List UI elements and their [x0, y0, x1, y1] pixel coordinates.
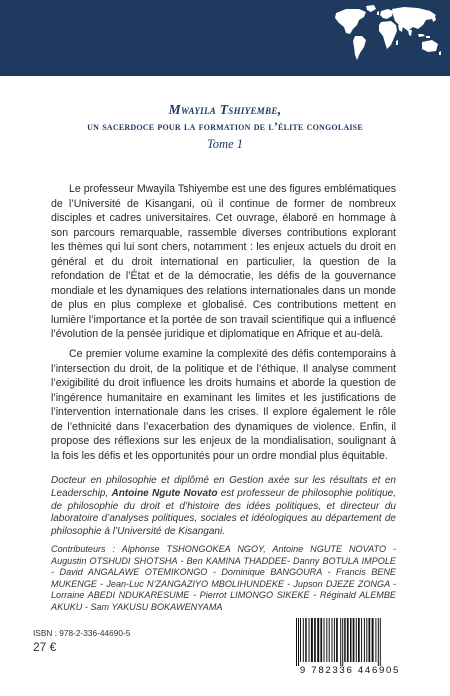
barcode-bar: [366, 618, 367, 662]
barcode-bar: [303, 618, 304, 662]
barcode-bar: [314, 618, 316, 662]
editor-bio-before: Docteur en philosophie et diplômé en Gestion axée sur les résultats et en Leaderschip,: [51, 475, 396, 499]
barcode-bar: [320, 618, 322, 662]
barcode-bar: [380, 618, 381, 666]
barcode-bar: [329, 618, 330, 662]
barcode-bar: [300, 618, 301, 662]
barcode-bar: [305, 618, 307, 662]
barcode-bars: [284, 616, 416, 666]
editor-name: Antoine Ngute Novato: [111, 487, 218, 499]
barcode-bar: [350, 618, 352, 662]
barcode-bar: [340, 618, 341, 666]
volume-label: Tome 1: [206, 137, 243, 151]
barcode-bar: [375, 618, 376, 662]
barcode-bar: [311, 618, 313, 662]
barcode-bar: [344, 618, 346, 662]
barcode-bar: [361, 618, 362, 662]
barcode-bar: [336, 618, 338, 662]
barcode-bar: [317, 618, 319, 662]
editor-bio: [51, 475, 396, 539]
barcode-bar: [342, 618, 343, 666]
barcode-bar: [353, 618, 355, 662]
price: 27 €: [33, 640, 57, 654]
barcode-bar: [324, 618, 325, 662]
title-block: [0, 101, 450, 153]
barcode-bar: [372, 618, 374, 662]
summary-paragraph-2: Ce premier volume examine la complexité des défis contemporains à l’intersection du droit, de la politique et de l’éthique. Il analyse comment l’exigibilité du droit influence les droits humains et aborde la question de l’ingérence humanitaire en examinant les limites et les justifications de l’intervention internationale dans les crises. Il explore également le rôle de l’ethnicité dans l’exacerbation des dynamiques de violence. Enfin, il propose des réflexions sur les enjeux de la mondialisation, soulignant à la fois les défis et les opportunités pour un ordre mondial plus équitable.: [51, 348, 396, 462]
summary-paragraph-1: Le professeur Mwayila Tshiyembe est une des figures emblématiques de l’Université de Kisangani, où il continue de former de nombreux disciples et cadres universitaires. Cet ouvrage, élaboré en hommage à son parcours remarquable, rassemble diverses contributions explorant les thèmes qui lui sont chers, notamment : les enjeux actuels du droit en général et du droit international en particulier, la question de la refondation de l’État et de la démocratie, les défis de la gouvernance mondiale et les dynamiques des relations internationales dans un monde de plus en plus complexe et globalisé. Ces contributions mettent en lumière l’importance et la portée de son travail scientifique qui a influencé l’évolution de la pensée juridique et diplomatique en Afrique et au-delà.: [51, 183, 396, 341]
barcode-bar: [309, 618, 310, 662]
book-subtitle: un sacerdoce pour la formation de l’élite congolaise: [87, 119, 363, 133]
barcode-bar: [358, 618, 360, 662]
barcode: [284, 616, 416, 680]
barcode-bar: [326, 618, 327, 662]
barcode-bar: [332, 618, 333, 662]
barcode-bar: [334, 618, 335, 662]
isbn: ISBN : 978-2-336-44690-5: [33, 628, 131, 638]
barcode-bar: [364, 618, 365, 662]
contributors-list: Contributeurs : Alphonse TSHONGOKEA NGOY, Antoine NGUTE NOVATO - Augustin OTSHUDI SHOTSHA - Ben KAMINA THADDEE- Danny BOTULA IMPOLE - David ANGALAWE OTEMIKONGO - Dominique BANGOURA - Francis BENE MUKENGE - Jean-Luc N’ZANGAZIYO MBOLIHUNDEKE - Jupson DJEZE ZONGA - Lorraine ABEDI NDUKARESUME - Pierrot LIMONGO SIKEKE - Réginald ALEMBE AKUKU - Sam YAKUSU BOKAWENYAMA: [51, 544, 396, 612]
barcode-digits: 9 782336 446905: [299, 665, 401, 676]
barcode-bar: [347, 618, 349, 662]
back-cover-summary: [51, 182, 396, 468]
barcode-bar: [298, 618, 299, 666]
header-band: [0, 0, 450, 76]
barcode-bar: [378, 618, 379, 666]
barcode-bar: [356, 618, 357, 662]
editor-bio-after: est professeur de philosophie politique, de philosophie du droit et d’histoire des idées politiques, et directeur du laboratoire d’analyses politiques, sociales et idéologiques au département de philosophie à l’Université de Kisangani.: [51, 487, 397, 538]
barcode-bar: [369, 618, 371, 662]
world-map-icon: [326, 3, 444, 65]
barcode-bar: [296, 618, 297, 666]
book-title: Mwayila Tshiyembe,: [168, 102, 282, 117]
